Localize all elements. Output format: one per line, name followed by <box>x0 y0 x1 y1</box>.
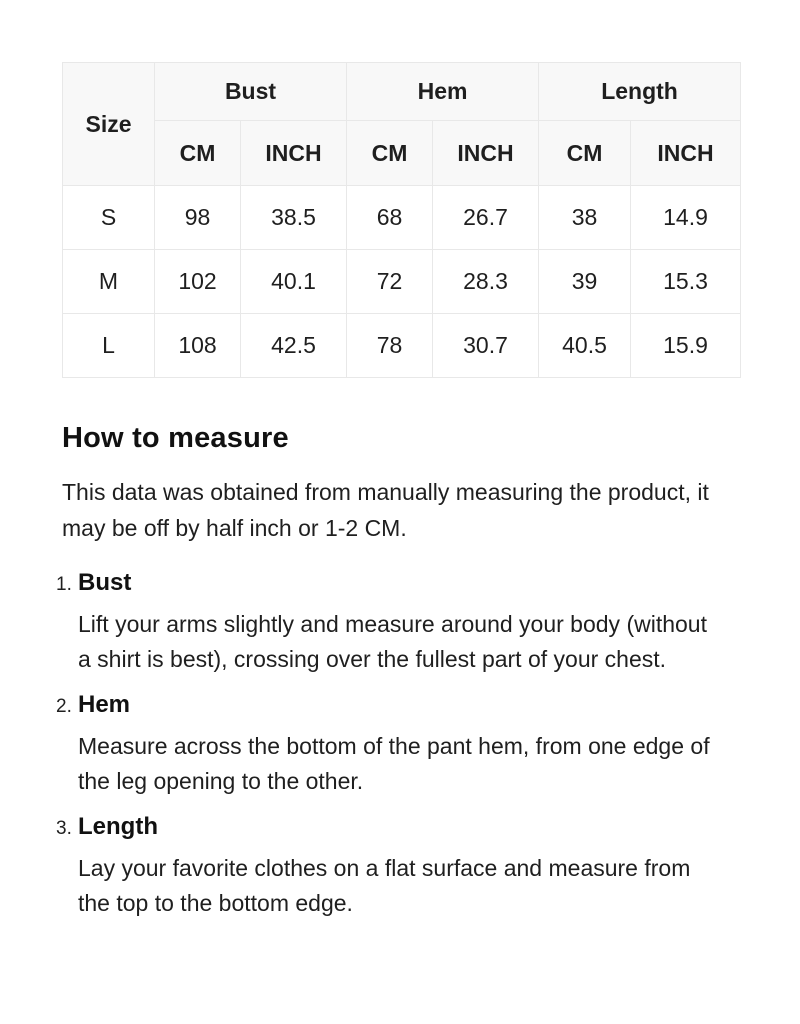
value-cell: 28.3 <box>433 250 539 314</box>
value-cell: 68 <box>347 186 433 250</box>
how-to-measure-section <box>56 422 740 921</box>
size-chart-table <box>62 62 741 378</box>
section-heading: How to measure <box>62 422 289 454</box>
value-cell: 72 <box>347 250 433 314</box>
subheader-hem-inch: INCH <box>433 121 539 186</box>
step-description: Lay your favorite clothes on a flat surface and measure from the top to the bottom edge. <box>78 855 691 916</box>
subheader-length-cm: CM <box>539 121 631 186</box>
step-number: 2. <box>56 696 72 717</box>
subheader-bust-cm: CM <box>155 121 241 186</box>
section-intro: This data was obtained from manually measuring the product, it may be off by half inch or 1-2 CM. <box>62 479 709 541</box>
table-row <box>63 314 741 378</box>
value-cell: 98 <box>155 186 241 250</box>
value-cell: 26.7 <box>433 186 539 250</box>
list-item <box>56 691 740 799</box>
value-cell: 15.9 <box>631 314 741 378</box>
step-description: Measure across the bottom of the pant hem, from one edge of the leg opening to the other. <box>78 733 710 794</box>
size-cell: M <box>63 250 155 314</box>
value-cell: 14.9 <box>631 186 741 250</box>
step-number: 3. <box>56 818 72 839</box>
subheader-hem-cm: CM <box>347 121 433 186</box>
value-cell: 42.5 <box>241 314 347 378</box>
step-term: Length <box>78 813 158 840</box>
list-item <box>56 569 740 677</box>
size-cell: L <box>63 314 155 378</box>
column-group-length: Length <box>539 63 741 121</box>
table-row <box>63 250 741 314</box>
column-header-size: Size <box>63 63 155 186</box>
subheader-length-inch: INCH <box>631 121 741 186</box>
value-cell: 38.5 <box>241 186 347 250</box>
value-cell: 15.3 <box>631 250 741 314</box>
column-group-bust: Bust <box>155 63 347 121</box>
subheader-bust-inch: INCH <box>241 121 347 186</box>
step-description: Lift your arms slightly and measure around your body (without a shirt is best), crossing over the fullest part of your chest. <box>78 611 707 672</box>
value-cell: 40.5 <box>539 314 631 378</box>
step-term: Hem <box>78 691 131 718</box>
value-cell: 102 <box>155 250 241 314</box>
value-cell: 39 <box>539 250 631 314</box>
size-cell: S <box>63 186 155 250</box>
value-cell: 78 <box>347 314 433 378</box>
value-cell: 40.1 <box>241 250 347 314</box>
step-number: 1. <box>56 574 72 595</box>
value-cell: 30.7 <box>433 314 539 378</box>
table-row <box>63 186 741 250</box>
step-term: Bust <box>78 569 132 596</box>
list-item <box>56 813 740 921</box>
value-cell: 108 <box>155 314 241 378</box>
column-group-hem: Hem <box>347 63 539 121</box>
measure-steps-list <box>56 569 740 921</box>
value-cell: 38 <box>539 186 631 250</box>
